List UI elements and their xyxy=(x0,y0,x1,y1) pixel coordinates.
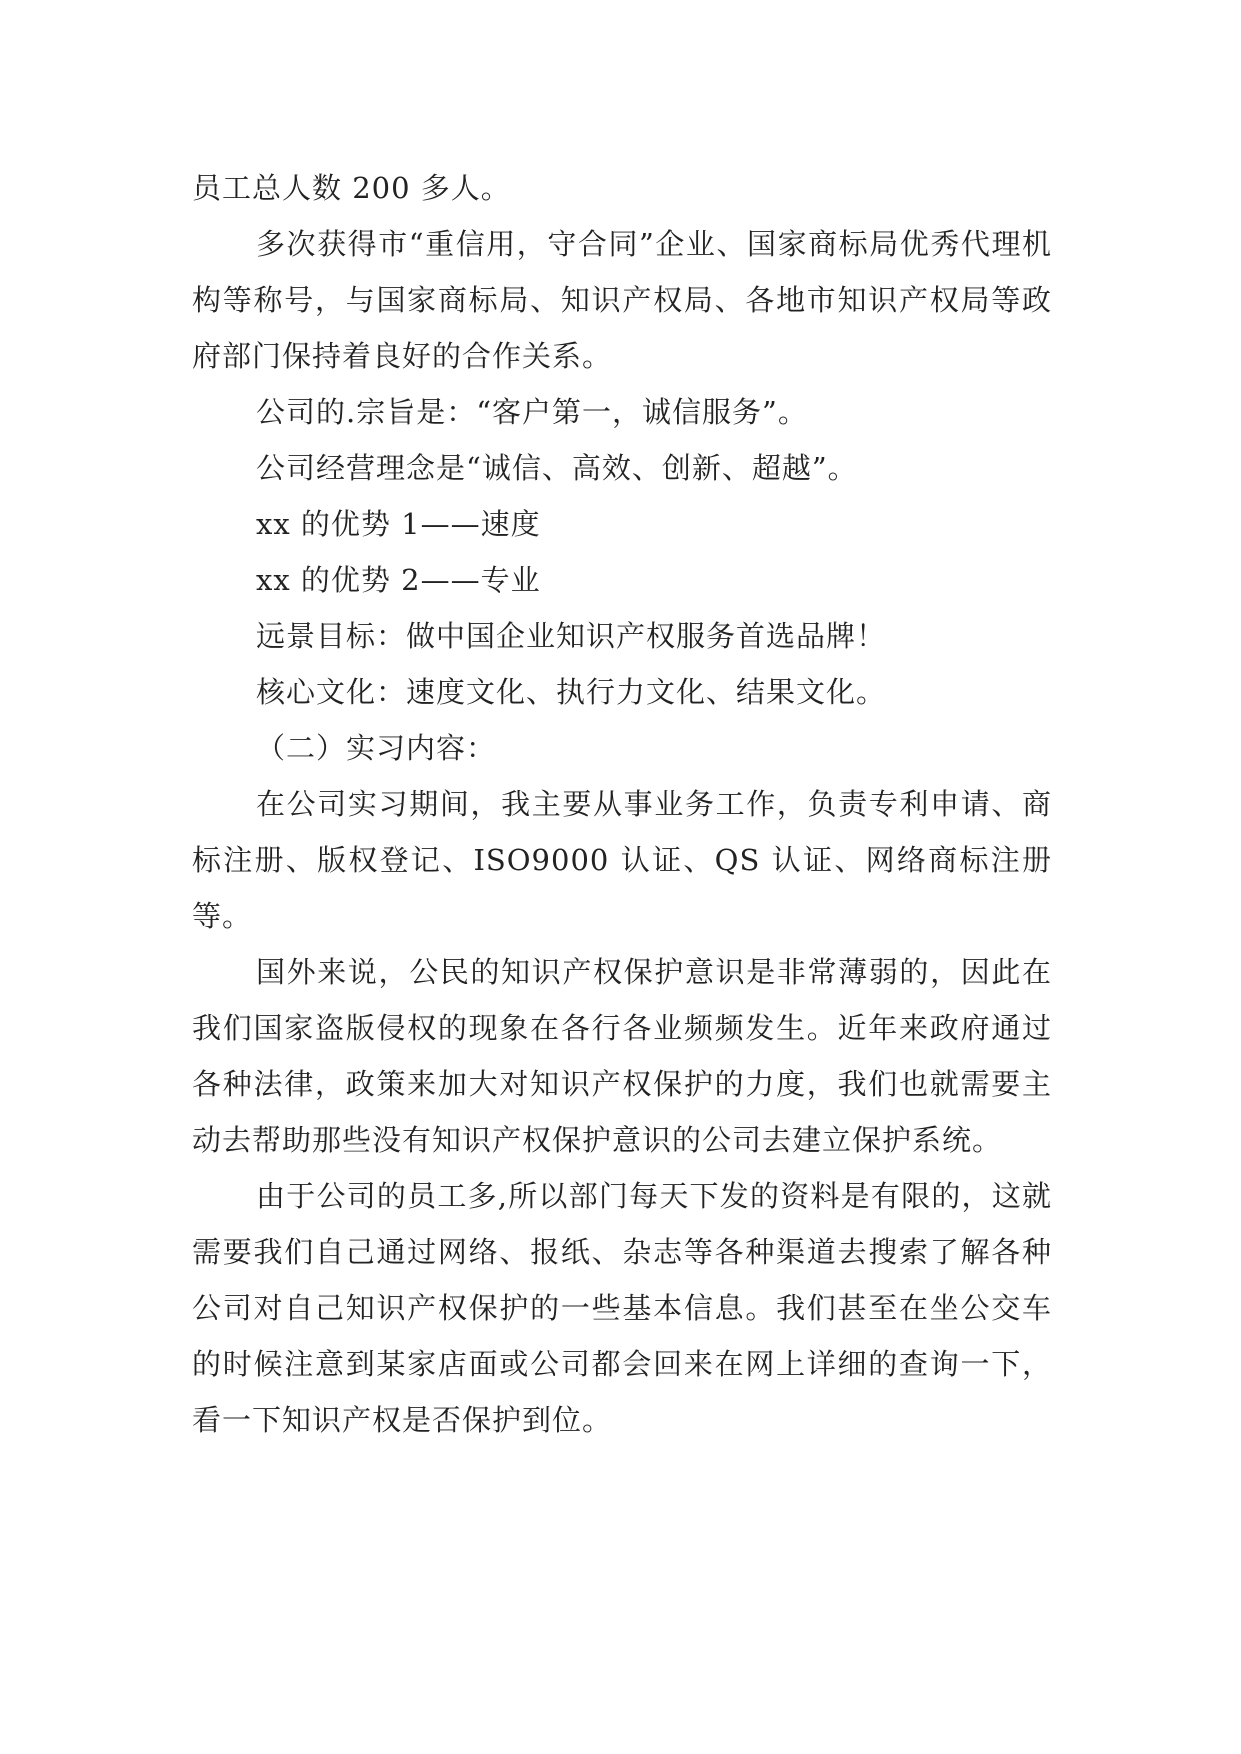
paragraph-ip-awareness: 国外来说，公民的知识产权保护意识是非常薄弱的，因此在我们国家盗版侵权的现象在各行各业频频发生。近年来政府通过各种法律，政策来加大对知识产权保护的力度，我们也就需要主动去帮助那些没有知识产权保护意识的公司去建立保护系统。 xyxy=(192,955,1052,1157)
paragraph-philosophy: 公司经营理念是“诚信、高效、创新、超越”。 xyxy=(256,451,858,485)
paragraph-honors: 多次获得市“重信用，守合同”企业、国家商标局优秀代理机构等称号，与国家商标局、知识产权局、各地市知识产权局等政府部门保持着良好的合作关系。 xyxy=(192,227,1052,373)
document-body xyxy=(192,160,1052,1448)
paragraph-purpose: 公司的.宗旨是：“客户第一，诚信服务”。 xyxy=(256,395,808,429)
paragraph-advantage-1: xx 的优势 1——速度 xyxy=(256,507,541,541)
paragraph-staff-count: 员工总人数 200 多人。 xyxy=(192,171,511,205)
paragraph-vision: 远景目标：做中国企业知识产权服务首选品牌！ xyxy=(256,619,887,653)
paragraph-advantage-2: xx 的优势 2——专业 xyxy=(256,563,541,597)
paragraph-internship-duties: 在公司实习期间，我主要从事业务工作，负责专利申请、商标注册、版权登记、ISO9000 认证、QS 认证、网络商标注册等。 xyxy=(192,787,1052,933)
paragraph-information-gathering: 由于公司的员工多,所以部门每天下发的资料是有限的，这就需要我们自己通过网络、报纸、杂志等各种渠道去搜索了解各种公司对自己知识产权保护的一些基本信息。我们甚至在坐公交车的时候注意到某家店面或公司都会回来在网上详细的查询一下，看一下知识产权是否保护到位。 xyxy=(192,1179,1052,1437)
paragraph-core-culture: 核心文化：速度文化、执行力文化、结果文化。 xyxy=(256,675,887,709)
section-heading-internship-content: （二）实习内容： xyxy=(256,731,497,765)
